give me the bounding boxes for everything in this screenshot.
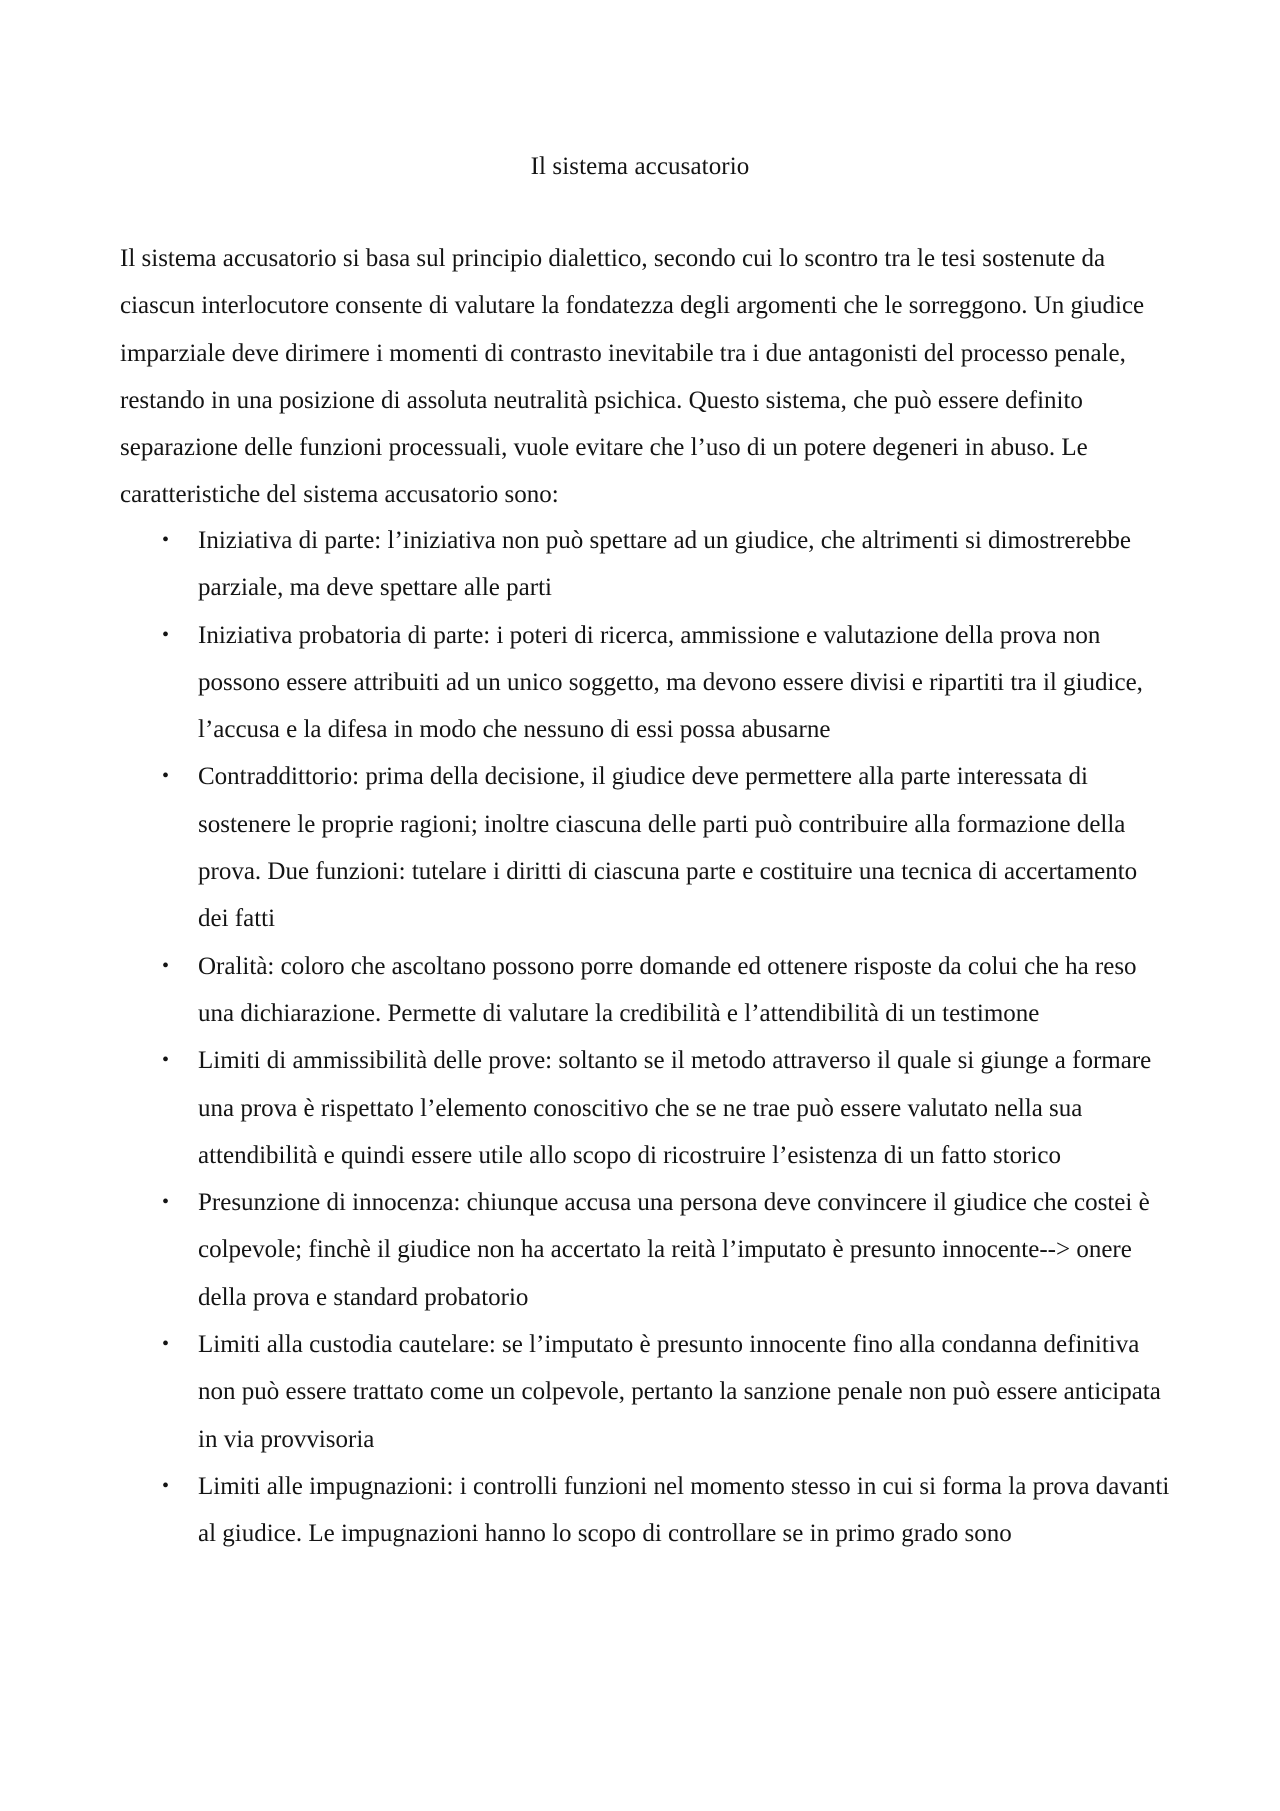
list-item <box>120 1463 1170 1558</box>
bullet-icon: • <box>162 954 170 977</box>
list-item <box>120 517 1170 612</box>
list-item-text: Contraddittorio: prima della decisione, il giudice deve permettere alla parte interessata di sostenere le proprie ragioni; inoltre ciascuna delle parti può contribuire alla formazione della prova. Due funzioni: tutelare i diritti di ciascuna parte e costituire una tecnica di accertamento dei fatti <box>198 763 1138 933</box>
list-item <box>120 753 1170 942</box>
bullet-icon: • <box>162 765 170 788</box>
bullet-icon: • <box>162 1474 170 1497</box>
list-item <box>120 1321 1170 1463</box>
bullet-icon: • <box>162 1191 170 1214</box>
characteristics-list <box>120 517 1170 1558</box>
list-item-text: Iniziativa probatoria di parte: i poteri di ricerca, ammissione e valutazione della prova non possono essere attribuiti ad un unico soggetto, ma devono essere divisi e ripartiti tra il giudice, l’accusa e la difesa in modo che nessuno di essi possa abusarne <box>198 621 1143 744</box>
bullet-icon: • <box>162 1333 170 1356</box>
list-item-text: Oralità: coloro che ascoltano possono porre domande ed ottenere risposte da colui che ha reso una dichiarazione. Permette di valutare la credibilità e l’attendibilità di un testimone <box>198 952 1137 1027</box>
bullet-icon: • <box>162 1049 170 1072</box>
bullet-icon: • <box>162 623 170 646</box>
list-item <box>120 612 1170 754</box>
page-title: Il sistema accusatorio <box>530 153 750 180</box>
list-item <box>120 943 1170 1038</box>
intro-paragraph: Il sistema accusatorio si basa sul principio dialettico, secondo cui lo scontro tra le tesi sostenute da ciascun interlocutore consente di valutare la fondatezza degli argomenti che le sorreggono. Un giudice imparziale deve dirimere i momenti di contrasto inevitabile tra i due antagonisti del processo penale, restando in una posizione di assoluta neutralità psichica. Questo sistema, che può essere definito separazione delle funzioni processuali, vuole evitare che l’uso di un potere degeneri in abuso. Le caratteristiche del sistema accusatorio sono: <box>120 245 1145 509</box>
list-item-text: Limiti alla custodia cautelare: se l’imputato è presunto innocente fino alla condanna definitiva non può essere trattato come un colpevole, pertanto la sanzione penale non può essere anticipata in via provvisoria <box>198 1331 1161 1453</box>
list-item-text: Presunzione di innocenza: chiunque accusa una persona deve convincere il giudice che costei è colpevole; finchè il giudice non ha accertato la reità l’imputato è presunto innocente--> onere della prova e standard probatorio <box>198 1189 1150 1311</box>
list-item <box>120 1179 1170 1321</box>
list-item <box>120 1037 1170 1179</box>
list-item-text: Limiti alle impugnazioni: i controlli funzioni nel momento stesso in cui si forma la prova davanti al giudice. Le impugnazioni hanno lo scopo di controllare se in primo grado sono <box>198 1472 1170 1548</box>
bullet-icon: • <box>162 529 170 551</box>
list-item-text: Limiti di ammissibilità delle prove: soltanto se il metodo attraverso il quale si giunge a formare una prova è rispettato l’elemento conoscitivo che se ne trae può essere valutato nella sua attendibilità e quindi essere utile allo scopo di ricostruire l’esistenza di un fatto storico <box>198 1047 1152 1169</box>
list-item-text: Iniziativa di parte: l’iniziativa non può spettare ad un giudice, che altrimenti si dimostrerebbe parziale, ma deve spettare alle parti <box>198 527 1132 602</box>
